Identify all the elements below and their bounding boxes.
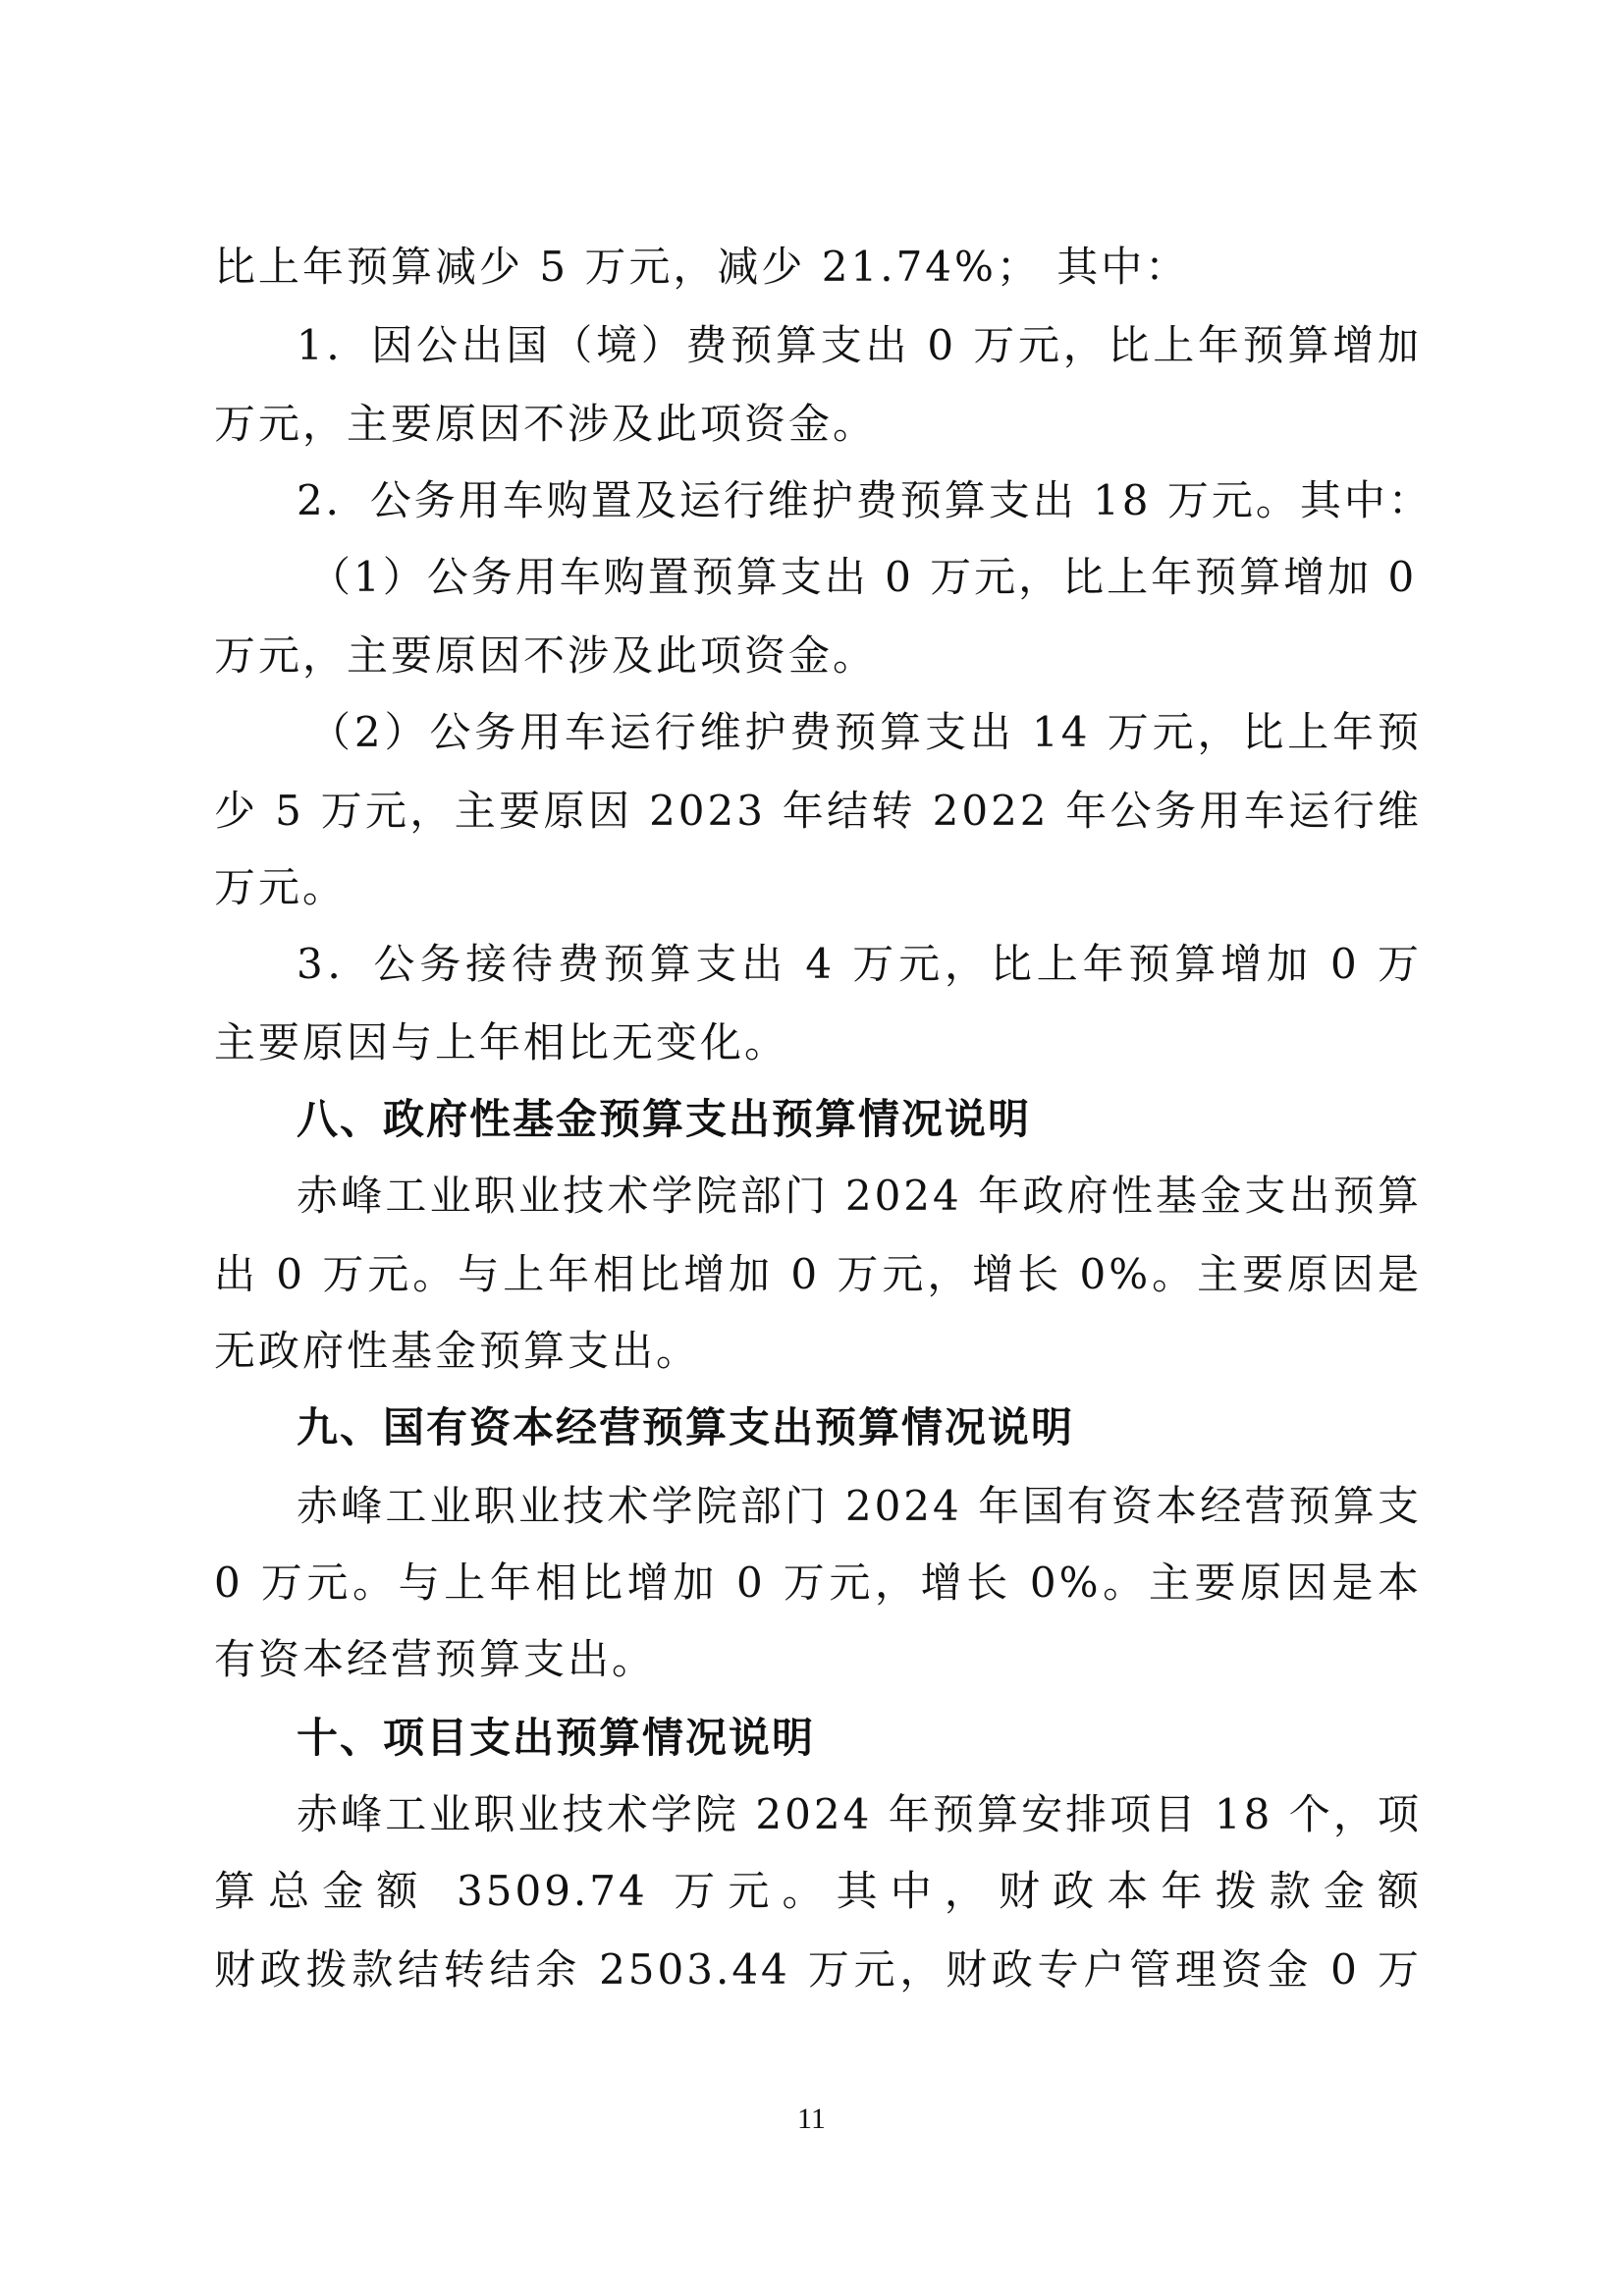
text-line: 3．公务接待费预算支出 4 万元，比上年预算增加 0 万 xyxy=(297,940,1422,988)
text-line: 万元，主要原因不涉及此项资金。 xyxy=(214,631,878,680)
text-line: 赤峰工业职业技术学院部门 2024 年政府性基金支出预算 xyxy=(297,1172,1422,1220)
text-line: （1）公务用车购置预算支出 0 万元，比上年预算增加 0 xyxy=(309,553,1418,601)
text-line: 比上年预算减少 5 万元，减少 21.74%； 其中： xyxy=(214,243,1190,291)
text-line: 算总金额 3509.74 万元。其中，财政本年拨款金额 xyxy=(214,1867,1422,1915)
text-line: 财政拨款结转结余 2503.44 万元，财政专户管理资金 0 万 xyxy=(214,1945,1422,1994)
text-line: 万元。 xyxy=(214,863,348,911)
text-line: 出 0 万元。与上年相比增加 0 万元，增长 0%。主要原因是 xyxy=(214,1250,1422,1298)
section-heading: 九、国有资本经营预算支出预算情况说明 xyxy=(297,1403,1075,1451)
text-line: 赤峰工业职业技术学院 2024 年预算安排项目 18 个，项 xyxy=(297,1790,1422,1838)
page-number: 11 xyxy=(797,2103,826,2135)
text-line: （2）公务用车运行维护费预算支出 14 万元，比上年预 xyxy=(309,708,1422,756)
text-line: 有资本经营预算支出。 xyxy=(214,1635,657,1683)
text-line: 无政府性基金预算支出。 xyxy=(214,1327,701,1375)
text-line: 1．因公出国（境）费预算支出 0 万元，比上年预算增加 xyxy=(297,321,1422,369)
text-line: 万元，主要原因不涉及此项资金。 xyxy=(214,400,878,448)
text-line: 主要原因与上年相比无变化。 xyxy=(214,1018,789,1066)
text-line: 2．公务用车购置及运行维护费预算支出 18 万元。其中： xyxy=(297,476,1433,524)
text-line: 赤峰工业职业技术学院部门 2024 年国有资本经营预算支 xyxy=(297,1482,1422,1530)
text-line: 0 万元。与上年相比增加 0 万元，增长 0%。主要原因是本 xyxy=(214,1558,1422,1607)
section-heading: 八、政府性基金预算支出预算情况说明 xyxy=(297,1095,1032,1143)
text-line: 少 5 万元，主要原因 2023 年结转 2022 年公务用车运行维 xyxy=(214,787,1422,835)
section-heading: 十、项目支出预算情况说明 xyxy=(297,1714,816,1762)
